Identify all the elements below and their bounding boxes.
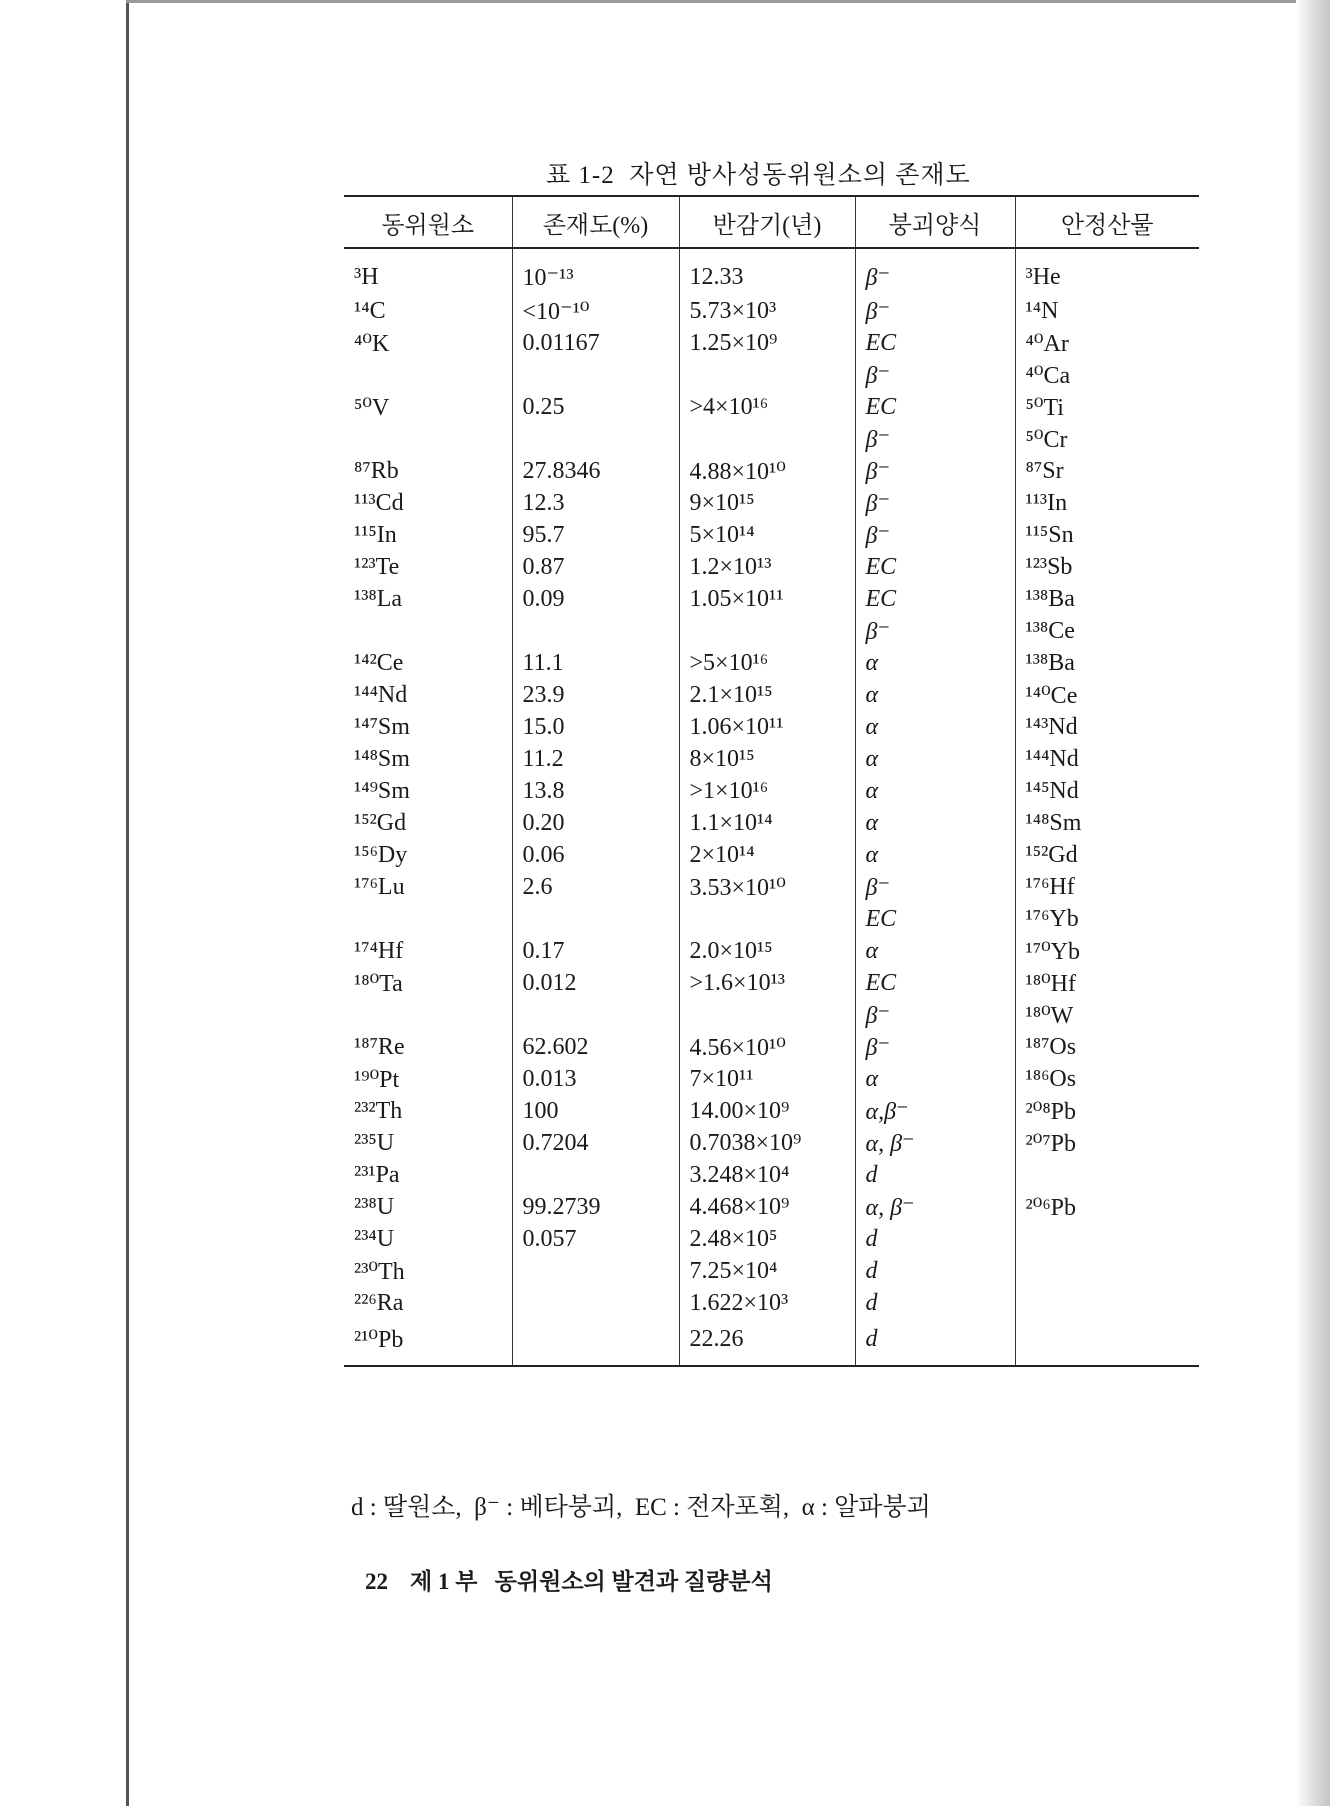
isotope-cell: ¹⁴⁸Sm — [354, 745, 410, 772]
isotope-cell: ¹⁵⁶Dy — [354, 841, 408, 868]
page-shadow — [1296, 0, 1330, 1806]
isotope-cell: ²¹⁰Pb — [344, 1319, 512, 1366]
decay-mode-cell: α — [855, 679, 1015, 711]
running-header-text: 제 1 부 동위원소의 발견과 질량분석 — [410, 1569, 773, 1594]
abundance-cell: 12.3 — [512, 487, 679, 519]
abundance-cell: 0.7204 — [512, 1127, 679, 1159]
decay-mode-cell: α — [855, 711, 1015, 743]
decay-mode-cell: EC — [855, 903, 1015, 935]
stable-product-cell — [1015, 1159, 1199, 1191]
stable-product-cell: ¹⁴⁰Ce — [1015, 679, 1199, 711]
table-row — [344, 1255, 1199, 1287]
half-life-cell — [679, 903, 855, 935]
half-life-cell: >1.6×10¹³ — [679, 967, 855, 999]
decay-mode-cell: β⁻ — [855, 248, 1015, 295]
decay-mode-cell: α — [855, 1063, 1015, 1095]
header-decay-mode: 붕괴양식 — [855, 196, 1015, 248]
abundance-cell: 0.17 — [512, 935, 679, 967]
abundance-cell: 95.7 — [512, 519, 679, 551]
decay-mode-cell: β⁻ — [855, 1031, 1015, 1063]
table-row — [344, 807, 1199, 839]
abundance-cell: 0.012 — [512, 967, 679, 999]
abundance-cell: 0.013 — [512, 1063, 679, 1095]
stable-product-cell: ²⁰⁶Pb — [1015, 1191, 1199, 1223]
decay-mode-cell: EC — [855, 327, 1015, 359]
table-row — [344, 359, 1199, 391]
decay-mode-cell: β⁻ — [855, 999, 1015, 1031]
stable-product-cell: ¹⁴⁵Nd — [1015, 775, 1199, 807]
table-row — [344, 711, 1199, 743]
table-row — [344, 327, 1199, 359]
header-stable-product: 안정산물 — [1015, 196, 1199, 248]
decay-mode-cell: β⁻ — [855, 359, 1015, 391]
half-life-cell: 5.73×10³ — [679, 295, 855, 327]
table-row — [344, 1159, 1199, 1191]
abundance-cell: 0.09 — [512, 583, 679, 615]
table-row — [344, 1223, 1199, 1255]
half-life-cell — [679, 999, 855, 1031]
decay-mode-cell: β⁻ — [855, 295, 1015, 327]
stable-product-cell: ¹⁸⁰Hf — [1015, 967, 1199, 999]
isotope-cell: ²³⁵U — [354, 1129, 395, 1156]
table-row — [344, 295, 1199, 327]
stable-product-cell: ¹³⁸Ba — [1015, 583, 1199, 615]
table-row — [344, 1063, 1199, 1095]
table-footnote: d : 딸원소, β⁻ : 베타붕괴, EC : 전자포획, α : 알파붕괴 — [351, 1494, 931, 1521]
stable-product-cell: ²⁰⁷Pb — [1015, 1127, 1199, 1159]
decay-mode-cell: α — [855, 647, 1015, 679]
isotope-cell: ¹⁴⁴Nd — [354, 681, 408, 708]
half-life-cell: 12.33 — [679, 248, 855, 295]
abundance-cell: 0.01167 — [512, 327, 679, 359]
table-row — [344, 871, 1199, 903]
stable-product-cell: ¹³⁸Ba — [1015, 647, 1199, 679]
table-row — [344, 1095, 1199, 1127]
half-life-cell: 1.2×10¹³ — [679, 551, 855, 583]
stable-product-cell: ¹¹⁵Sn — [1015, 519, 1199, 551]
half-life-cell: >1×10¹⁶ — [679, 775, 855, 807]
abundance-cell — [512, 1255, 679, 1287]
abundance-cell: 0.25 — [512, 391, 679, 423]
abundance-cell: 0.06 — [512, 839, 679, 871]
isotope-cell: ²³⁸U — [354, 1193, 395, 1220]
table-row — [344, 455, 1199, 487]
half-life-cell: 2.48×10⁵ — [679, 1223, 855, 1255]
half-life-cell: 0.7038×10⁹ — [679, 1127, 855, 1159]
table-row — [344, 743, 1199, 775]
table-row — [344, 1319, 1199, 1366]
decay-mode-cell: β⁻ — [855, 487, 1015, 519]
table-row — [344, 1031, 1199, 1063]
abundance-cell: 23.9 — [512, 679, 679, 711]
abundance-cell — [512, 1287, 679, 1319]
abundance-cell: 62.602 — [512, 1031, 679, 1063]
page-number: 22 — [365, 1569, 388, 1594]
half-life-cell: 5×10¹⁴ — [679, 519, 855, 551]
decay-mode-cell: EC — [855, 551, 1015, 583]
half-life-cell: 7.25×10⁴ — [679, 1255, 855, 1287]
table-row — [344, 775, 1199, 807]
isotope-cell — [344, 615, 512, 647]
stable-product-cell: ⁴⁰Ar — [1015, 327, 1199, 359]
stable-product-cell: ¹⁴⁴Nd — [1015, 743, 1199, 775]
abundance-cell — [512, 423, 679, 455]
table-row — [344, 391, 1199, 423]
half-life-cell: 22.26 — [679, 1319, 855, 1366]
isotope-cell — [344, 359, 512, 391]
stable-product-cell: ⁸⁷Sr — [1015, 455, 1199, 487]
half-life-cell: 4.56×10¹⁰ — [679, 1031, 855, 1063]
half-life-cell: >4×10¹⁶ — [679, 391, 855, 423]
stable-product-cell — [1015, 1223, 1199, 1255]
isotope-cell: ¹³⁸La — [354, 585, 403, 612]
stable-product-cell: ¹⁸⁶Os — [1015, 1063, 1199, 1095]
stable-product-cell: ¹⁷⁰Yb — [1015, 935, 1199, 967]
abundance-cell — [512, 999, 679, 1031]
header-isotope: 동위원소 — [344, 196, 512, 248]
isotope-cell: ²³⁰Th — [354, 1258, 405, 1285]
stable-product-cell: ³He — [1015, 248, 1199, 295]
table-row — [344, 839, 1199, 871]
half-life-cell: 2.0×10¹⁵ — [679, 935, 855, 967]
abundance-cell — [512, 903, 679, 935]
isotope-cell: ¹⁴⁹Sm — [354, 777, 410, 804]
stable-product-cell — [1015, 1255, 1199, 1287]
table-header-row — [344, 196, 1199, 248]
header-half-life: 반감기(년) — [679, 196, 855, 248]
decay-mode-cell: d — [855, 1159, 1015, 1191]
running-header — [365, 1563, 773, 1596]
abundance-cell: <10⁻¹⁰ — [512, 295, 679, 327]
half-life-cell — [679, 423, 855, 455]
half-life-cell — [679, 615, 855, 647]
left-margin — [0, 0, 126, 1806]
isotope-cell: ¹¹⁵In — [354, 521, 397, 548]
abundance-cell — [512, 359, 679, 391]
table-row — [344, 423, 1199, 455]
isotope-cell — [344, 999, 512, 1031]
abundance-cell: 11.1 — [512, 647, 679, 679]
decay-mode-cell: EC — [855, 391, 1015, 423]
isotope-cell — [344, 903, 512, 935]
half-life-cell: 1.06×10¹¹ — [679, 711, 855, 743]
table-row — [344, 551, 1199, 583]
stable-product-cell: ¹⁴⁸Sm — [1015, 807, 1199, 839]
table-row — [344, 967, 1199, 999]
isotope-cell: ¹⁸⁰Ta — [354, 970, 403, 997]
table-body — [344, 248, 1199, 1366]
isotope-cell: ¹⁴C — [354, 297, 386, 324]
decay-mode-cell: β⁻ — [855, 519, 1015, 551]
isotope-cell: ⁵⁰V — [354, 394, 390, 421]
isotope-cell: ¹⁵²Gd — [354, 809, 407, 836]
table-row — [344, 1191, 1199, 1223]
stable-product-cell: ⁵⁰Cr — [1015, 423, 1199, 455]
isotope-cell: ²²⁶Ra — [354, 1289, 404, 1316]
table-row — [344, 519, 1199, 551]
isotope-cell: ¹⁴⁷Sm — [354, 713, 410, 740]
isotope-cell — [344, 423, 512, 455]
stable-product-cell: ¹⁷⁶Hf — [1015, 871, 1199, 903]
decay-mode-cell: d — [855, 1319, 1015, 1366]
stable-product-cell — [1015, 1319, 1199, 1366]
table-caption: 표 1-2 자연 방사성동위원소의 존재도 — [546, 162, 971, 189]
stable-product-cell: ¹³⁸Ce — [1015, 615, 1199, 647]
stable-product-cell: ¹¹³In — [1015, 487, 1199, 519]
decay-mode-cell: α, β⁻ — [855, 1191, 1015, 1223]
decay-mode-cell: α — [855, 839, 1015, 871]
half-life-cell: 2×10¹⁴ — [679, 839, 855, 871]
isotope-abundance-table — [344, 195, 1199, 1367]
stable-product-cell: ¹⁵²Gd — [1015, 839, 1199, 871]
half-life-cell: 4.468×10⁹ — [679, 1191, 855, 1223]
stable-product-cell: ¹²³Sb — [1015, 551, 1199, 583]
table-row — [344, 615, 1199, 647]
table-row — [344, 248, 1199, 295]
table-row — [344, 903, 1199, 935]
stable-product-cell: ¹⁴³Nd — [1015, 711, 1199, 743]
table-row — [344, 487, 1199, 519]
stable-product-cell: ²⁰⁸Pb — [1015, 1095, 1199, 1127]
half-life-cell: 1.1×10¹⁴ — [679, 807, 855, 839]
table-row — [344, 935, 1199, 967]
stable-product-cell: ¹⁴N — [1015, 295, 1199, 327]
decay-mode-cell: d — [855, 1287, 1015, 1319]
table-row — [344, 679, 1199, 711]
abundance-cell — [512, 1159, 679, 1191]
decay-mode-cell: β⁻ — [855, 423, 1015, 455]
decay-mode-cell: α,β⁻ — [855, 1095, 1015, 1127]
stable-product-cell: ⁵⁰Ti — [1015, 391, 1199, 423]
isotope-cell: ¹²³Te — [354, 553, 400, 580]
decay-mode-cell: β⁻ — [855, 871, 1015, 903]
abundance-cell — [512, 1319, 679, 1366]
document-page — [129, 3, 1296, 1806]
stable-product-cell: ¹⁸⁷Os — [1015, 1031, 1199, 1063]
isotope-cell: ⁸⁷Rb — [354, 457, 399, 484]
stable-product-cell: ¹⁷⁶Yb — [1015, 903, 1199, 935]
half-life-cell: 1.05×10¹¹ — [679, 583, 855, 615]
abundance-cell: 27.8346 — [512, 455, 679, 487]
decay-mode-cell: α, β⁻ — [855, 1127, 1015, 1159]
isotope-cell: ¹⁸⁷Re — [354, 1033, 405, 1060]
isotope-cell: ³H — [354, 263, 379, 290]
abundance-cell: 10⁻¹³ — [512, 248, 679, 295]
half-life-cell: 1.25×10⁹ — [679, 327, 855, 359]
half-life-cell: 9×10¹⁵ — [679, 487, 855, 519]
decay-mode-cell: EC — [855, 967, 1015, 999]
half-life-cell: 8×10¹⁵ — [679, 743, 855, 775]
isotope-cell: ¹⁷⁴Hf — [354, 937, 404, 964]
abundance-cell: 0.87 — [512, 551, 679, 583]
decay-mode-cell: β⁻ — [855, 455, 1015, 487]
decay-mode-cell: β⁻ — [855, 615, 1015, 647]
decay-mode-cell: α — [855, 775, 1015, 807]
table-row — [344, 583, 1199, 615]
half-life-cell: 4.88×10¹⁰ — [679, 455, 855, 487]
half-life-cell — [679, 359, 855, 391]
decay-mode-cell: d — [855, 1255, 1015, 1287]
abundance-cell: 100 — [512, 1095, 679, 1127]
half-life-cell: 2.1×10¹⁵ — [679, 679, 855, 711]
abundance-cell: 0.20 — [512, 807, 679, 839]
decay-mode-cell: α — [855, 743, 1015, 775]
header-abundance: 존재도(%) — [512, 196, 679, 248]
isotope-cell: ¹⁴²Ce — [354, 649, 404, 676]
half-life-cell: 1.622×10³ — [679, 1287, 855, 1319]
abundance-cell: 11.2 — [512, 743, 679, 775]
isotope-cell: ¹¹³Cd — [354, 489, 404, 516]
abundance-cell — [512, 615, 679, 647]
half-life-cell: >5×10¹⁶ — [679, 647, 855, 679]
table-row — [344, 1287, 1199, 1319]
isotope-cell: ¹⁷⁶Lu — [354, 873, 405, 900]
decay-mode-cell: d — [855, 1223, 1015, 1255]
decay-mode-cell: α — [855, 935, 1015, 967]
half-life-cell: 14.00×10⁹ — [679, 1095, 855, 1127]
table-row — [344, 999, 1199, 1031]
stable-product-cell: ⁴⁰Ca — [1015, 359, 1199, 391]
abundance-cell: 0.057 — [512, 1223, 679, 1255]
decay-mode-cell: EC — [855, 583, 1015, 615]
stable-product-cell: ¹⁸⁰W — [1015, 999, 1199, 1031]
half-life-cell: 7×10¹¹ — [679, 1063, 855, 1095]
abundance-cell: 13.8 — [512, 775, 679, 807]
half-life-cell: 3.248×10⁴ — [679, 1159, 855, 1191]
isotope-cell: ²³¹Pa — [354, 1161, 400, 1188]
abundance-cell: 99.2739 — [512, 1191, 679, 1223]
half-life-cell: 3.53×10¹⁰ — [679, 871, 855, 903]
isotope-cell: ¹⁹⁰Pt — [354, 1066, 400, 1093]
isotope-cell: ⁴⁰K — [354, 330, 390, 357]
table-row — [344, 647, 1199, 679]
abundance-cell: 2.6 — [512, 871, 679, 903]
table-row — [344, 1127, 1199, 1159]
isotope-cell: ²³²Th — [354, 1097, 403, 1124]
decay-mode-cell: α — [855, 807, 1015, 839]
stable-product-cell — [1015, 1287, 1199, 1319]
abundance-cell: 15.0 — [512, 711, 679, 743]
isotope-cell: ²³⁴U — [354, 1225, 395, 1252]
